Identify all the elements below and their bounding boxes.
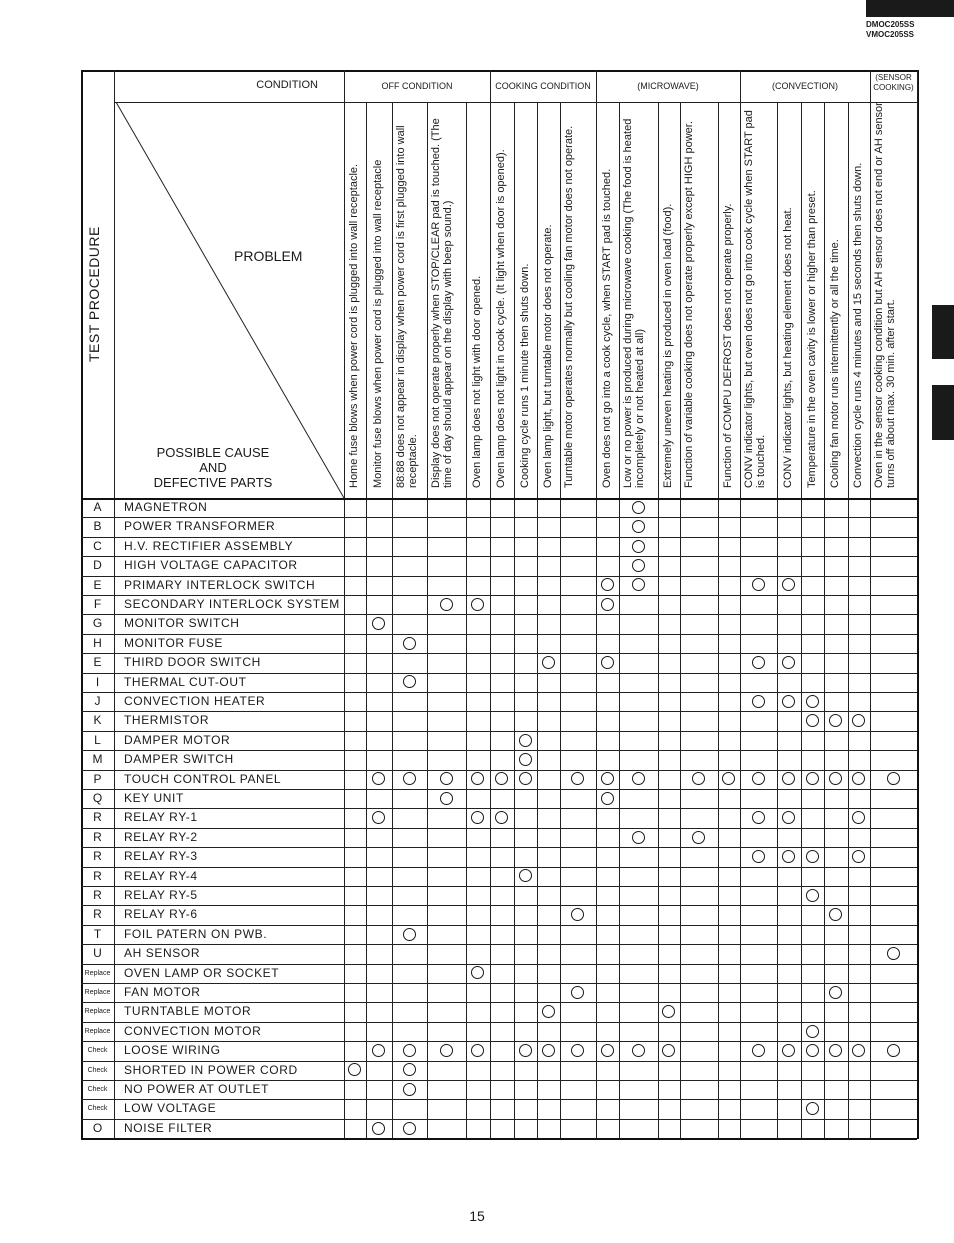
condition-group-0: OFF CONDITION bbox=[381, 81, 453, 91]
check-mark-circle bbox=[852, 772, 865, 785]
check-mark-circle bbox=[440, 1044, 453, 1057]
check-mark-circle bbox=[752, 656, 765, 669]
row-code: B bbox=[93, 519, 102, 534]
check-mark-circle bbox=[852, 1044, 865, 1057]
table-rule bbox=[81, 983, 917, 984]
row-part-name: OVEN LAMP OR SOCKET bbox=[124, 965, 280, 980]
row-part-name: DAMPER MOTOR bbox=[124, 732, 231, 747]
table-rule bbox=[917, 70, 918, 498]
row-part-name: CONVECTION HEATER bbox=[124, 694, 266, 708]
row-part-name: LOOSE WIRING bbox=[124, 1043, 221, 1058]
problem-header-3: 88:88 does not appear in display when power cord is first plugged into wall receptacle. bbox=[395, 125, 419, 488]
check-mark-circle bbox=[403, 928, 416, 941]
condition-label: CONDITION bbox=[256, 79, 318, 91]
problem-header-13: Function of variable cooking does not operate properly except HIGH power. bbox=[683, 121, 695, 488]
check-mark-circle bbox=[692, 772, 705, 785]
condition-group-2: (MICROWAVE) bbox=[637, 81, 699, 91]
row-code: Replace bbox=[84, 1027, 111, 1035]
check-mark-circle bbox=[403, 1122, 416, 1135]
row-part-name: POWER TRANSFORMER bbox=[124, 519, 276, 534]
check-mark-circle bbox=[372, 811, 385, 824]
row-part-name: NO POWER AT OUTLET bbox=[124, 1082, 270, 1096]
check-mark-circle bbox=[471, 1044, 484, 1057]
check-mark-circle bbox=[571, 772, 584, 785]
row-part-name: PRIMARY INTERLOCK SWITCH bbox=[124, 577, 316, 592]
table-rule bbox=[81, 789, 917, 790]
check-mark-circle bbox=[601, 578, 614, 591]
row-code: A bbox=[93, 500, 102, 514]
row-code: E bbox=[93, 655, 102, 670]
check-mark-circle bbox=[887, 947, 900, 960]
check-mark-circle bbox=[806, 695, 819, 708]
row-part-name: LOW VOLTAGE bbox=[124, 1101, 217, 1116]
check-mark-circle bbox=[571, 908, 584, 921]
page-number: 15 bbox=[469, 1208, 485, 1224]
row-part-name: TURNTABLE MOTOR bbox=[124, 1004, 252, 1019]
row-part-name: CONVECTION MOTOR bbox=[124, 1023, 262, 1038]
check-mark-circle bbox=[601, 1044, 614, 1057]
check-mark-circle bbox=[829, 1044, 842, 1057]
model-number-1: DMOC205SS bbox=[866, 20, 915, 29]
possible-cause-line: POSSIBLE CAUSE bbox=[156, 445, 270, 460]
check-mark-circle bbox=[752, 578, 765, 591]
row-code: Check bbox=[87, 1066, 108, 1074]
possible-cause-line: DEFECTIVE PARTS bbox=[153, 475, 273, 490]
row-code: D bbox=[93, 558, 102, 573]
row-part-name: RELAY RY-6 bbox=[124, 907, 198, 922]
check-mark-circle bbox=[495, 811, 508, 824]
row-part-name: THERMISTOR bbox=[124, 713, 210, 728]
check-mark-circle bbox=[403, 1063, 416, 1076]
row-part-name: RELAY RY-1 bbox=[124, 810, 198, 825]
row-part-name: H.V. RECTIFIER ASSEMBLY bbox=[124, 538, 294, 553]
check-mark-circle bbox=[692, 831, 705, 844]
check-mark-circle bbox=[519, 772, 532, 785]
row-code: G bbox=[92, 616, 103, 631]
check-mark-circle bbox=[519, 734, 532, 747]
problem-header-10: Oven does not go into a cook cycle, when START pad is touched. bbox=[600, 168, 613, 488]
check-mark-circle bbox=[440, 792, 453, 805]
condition-group-4: (SENSOR COOKING) bbox=[873, 73, 914, 92]
check-mark-circle bbox=[440, 772, 453, 785]
check-mark-circle bbox=[852, 811, 865, 824]
row-code: I bbox=[95, 674, 100, 689]
row-part-name: MONITOR SWITCH bbox=[124, 616, 240, 631]
row-part-name: RELAY RY-4 bbox=[124, 868, 198, 883]
row-part-name: DAMPER SWITCH bbox=[124, 752, 234, 767]
check-mark-circle bbox=[887, 772, 900, 785]
check-mark-circle bbox=[829, 714, 842, 727]
problem-header-17: Temperature in the oven cavity is lower or higher than preset. bbox=[805, 190, 818, 488]
row-part-name: HIGH VOLTAGE CAPACITOR bbox=[124, 558, 298, 573]
check-mark-circle bbox=[601, 792, 614, 805]
possible-cause-label bbox=[140, 445, 286, 490]
check-mark-circle bbox=[722, 772, 735, 785]
check-mark-circle bbox=[852, 850, 865, 863]
row-code: O bbox=[92, 1120, 103, 1135]
problem-header-16: CONV indicator lights, but heating element does not heat. bbox=[782, 207, 794, 488]
row-code: Check bbox=[87, 1105, 108, 1113]
check-mark-circle bbox=[632, 1044, 645, 1057]
table-rule bbox=[81, 886, 917, 887]
check-mark-circle bbox=[782, 656, 795, 669]
check-mark-circle bbox=[632, 540, 645, 553]
problem-header-15: CONV indicator lights, but oven does not go into cook cycle when START pad is touched. bbox=[743, 110, 767, 488]
check-mark-circle bbox=[806, 1025, 819, 1038]
table-rule bbox=[81, 828, 917, 829]
check-mark-circle bbox=[632, 772, 645, 785]
check-mark-circle bbox=[440, 598, 453, 611]
condition-group-1: COOKING CONDITION bbox=[495, 81, 591, 91]
check-mark-circle bbox=[782, 850, 795, 863]
check-mark-circle bbox=[752, 772, 765, 785]
table-rule bbox=[81, 808, 917, 809]
problem-header-4: Display does not operate properly when STOP/CLEAR pad is touched. (The time of day should appear on the display with beep sound.) bbox=[430, 118, 454, 488]
check-mark-circle bbox=[519, 753, 532, 766]
problem-header-20: Oven in the sensor cooking condition but AH sensor does not end or AH sensor turns off about max. 30 min. after start. bbox=[873, 102, 897, 488]
row-part-name: THIRD DOOR SWITCH bbox=[124, 655, 261, 670]
header-black-bar bbox=[866, 0, 954, 17]
row-code: Replace bbox=[84, 989, 111, 996]
row-code: Check bbox=[87, 1047, 108, 1055]
check-mark-circle bbox=[852, 714, 865, 727]
check-mark-circle bbox=[571, 986, 584, 999]
row-code: L bbox=[94, 732, 101, 747]
check-mark-circle bbox=[372, 617, 385, 630]
check-mark-circle bbox=[403, 1083, 416, 1096]
row-part-name: FOIL PATERN ON PWB. bbox=[124, 926, 268, 941]
row-part-name: TOUCH CONTROL PANEL bbox=[124, 771, 282, 786]
problem-header-8: Oven lamp light, but turntable motor does not operate. bbox=[541, 224, 554, 488]
check-mark-circle bbox=[403, 1044, 416, 1057]
test-procedure-label: TEST PROCEDURE bbox=[86, 226, 102, 362]
check-mark-circle bbox=[542, 656, 555, 669]
check-mark-circle bbox=[601, 598, 614, 611]
check-mark-circle bbox=[471, 966, 484, 979]
row-code: J bbox=[94, 694, 101, 708]
row-code: R bbox=[93, 810, 102, 825]
check-mark-circle bbox=[601, 772, 614, 785]
check-mark-circle bbox=[782, 578, 795, 591]
row-part-name: MONITOR FUSE bbox=[124, 635, 223, 650]
row-code: R bbox=[93, 907, 102, 922]
header-diagonal-divider bbox=[114, 102, 344, 502]
check-mark-circle bbox=[471, 772, 484, 785]
table-rule bbox=[81, 867, 917, 868]
check-mark-circle bbox=[495, 772, 508, 785]
row-part-name: SECONDARY INTERLOCK SYSTEM bbox=[124, 597, 340, 611]
check-mark-circle bbox=[519, 1044, 532, 1057]
row-part-name: AH SENSOR bbox=[124, 946, 201, 961]
check-mark-circle bbox=[829, 986, 842, 999]
table-rule bbox=[81, 905, 917, 906]
check-mark-circle bbox=[806, 1102, 819, 1115]
row-code: M bbox=[92, 752, 103, 767]
check-mark-circle bbox=[519, 869, 532, 882]
check-mark-circle bbox=[571, 1044, 584, 1057]
check-mark-circle bbox=[752, 1044, 765, 1057]
problem-header-5: Oven lamp does not light with door opened. bbox=[471, 275, 483, 488]
table-rule bbox=[81, 944, 917, 945]
check-mark-circle bbox=[829, 908, 842, 921]
check-mark-circle bbox=[887, 1044, 900, 1057]
table-rule bbox=[81, 70, 917, 72]
row-part-name: RELAY RY-2 bbox=[124, 829, 198, 844]
check-mark-circle bbox=[348, 1063, 361, 1076]
check-mark-circle bbox=[752, 811, 765, 824]
side-tab-marker bbox=[932, 385, 954, 440]
table-rule bbox=[81, 847, 917, 848]
check-mark-circle bbox=[806, 772, 819, 785]
row-code: R bbox=[93, 868, 102, 883]
check-mark-circle bbox=[471, 598, 484, 611]
check-mark-circle bbox=[806, 889, 819, 902]
check-mark-circle bbox=[403, 675, 416, 688]
row-code: T bbox=[93, 926, 102, 941]
row-code: P bbox=[93, 771, 102, 786]
row-part-name: NOISE FILTER bbox=[124, 1120, 213, 1135]
problem-header-1: Home fuse blows when power cord is plugged into wall receptacle. bbox=[348, 163, 360, 488]
row-part-name: THERMAL CUT-OUT bbox=[124, 674, 247, 689]
row-code: Replace bbox=[84, 969, 111, 977]
row-code: Replace bbox=[84, 1008, 111, 1016]
check-mark-circle bbox=[782, 695, 795, 708]
problem-header-18: Cooling fan motor runs intermittently or all the time. bbox=[829, 239, 841, 488]
check-mark-circle bbox=[372, 772, 385, 785]
problem-header-6: Oven lamp does not light in cook cycle. (It light when door is opened). bbox=[495, 149, 507, 488]
problem-header-2: Monitor fuse blows when power cord is plugged into wall receptacle bbox=[372, 159, 384, 488]
condition-group-3: (CONVECTION) bbox=[772, 81, 838, 91]
problem-header-19: Convection cycle runs 4 minutes and 15 seconds then shuts down. bbox=[852, 162, 864, 488]
row-part-name: KEY UNIT bbox=[124, 791, 184, 805]
problem-label: PROBLEM bbox=[234, 248, 303, 264]
check-mark-circle bbox=[372, 1044, 385, 1057]
check-mark-circle bbox=[632, 520, 645, 533]
row-code: R bbox=[93, 829, 102, 844]
check-mark-circle bbox=[662, 1005, 675, 1018]
row-part-name: SHORTED IN POWER CORD bbox=[124, 1062, 298, 1077]
row-part-name: MAGNETRON bbox=[124, 500, 208, 514]
row-code: E bbox=[93, 577, 102, 592]
row-code: Check bbox=[87, 1086, 108, 1093]
check-mark-circle bbox=[752, 850, 765, 863]
check-mark-circle bbox=[782, 772, 795, 785]
problem-header-7: Cooking cycle runs 1 minute then shuts down. bbox=[518, 263, 531, 488]
check-mark-circle bbox=[542, 1005, 555, 1018]
table-rule bbox=[344, 70, 345, 1138]
problem-header-9: Turntable motor operates normally but cooling fan motor does not operate. bbox=[563, 125, 575, 488]
check-mark-circle bbox=[403, 772, 416, 785]
check-mark-circle bbox=[662, 1044, 675, 1057]
row-code: C bbox=[93, 538, 102, 553]
problem-header-14: Function of COMPU DEFROST does not operate properly. bbox=[722, 203, 734, 488]
check-mark-circle bbox=[372, 1122, 385, 1135]
check-mark-circle bbox=[806, 1044, 819, 1057]
check-mark-circle bbox=[752, 695, 765, 708]
check-mark-circle bbox=[542, 1044, 555, 1057]
row-code: F bbox=[93, 597, 102, 611]
check-mark-circle bbox=[806, 714, 819, 727]
row-code: Q bbox=[92, 791, 103, 805]
possible-cause-line: AND bbox=[199, 460, 227, 475]
row-code: H bbox=[93, 635, 102, 650]
row-part-name: RELAY RY-5 bbox=[124, 888, 198, 902]
check-mark-circle bbox=[632, 578, 645, 591]
check-mark-circle bbox=[782, 811, 795, 824]
problem-header-11: Low or no power is produced during microwave cooking (The food is heated incompletely or not heated at all) bbox=[622, 118, 646, 488]
model-number-2: VMOC205SS bbox=[866, 30, 915, 39]
check-mark-circle bbox=[632, 831, 645, 844]
row-code: R bbox=[93, 888, 102, 902]
check-mark-circle bbox=[403, 637, 416, 650]
table-rule bbox=[81, 1138, 917, 1140]
row-code: U bbox=[93, 946, 102, 961]
row-code: K bbox=[93, 713, 102, 728]
check-mark-circle bbox=[632, 501, 645, 514]
side-tab-marker bbox=[932, 305, 954, 359]
check-mark-circle bbox=[601, 656, 614, 669]
check-mark-circle bbox=[829, 772, 842, 785]
check-mark-circle bbox=[632, 559, 645, 572]
row-part-name: FAN MOTOR bbox=[124, 985, 201, 999]
check-mark-circle bbox=[806, 850, 819, 863]
problem-header-12: Extremely uneven heating is produced in oven load (food). bbox=[662, 203, 674, 488]
row-code: R bbox=[93, 849, 102, 864]
check-mark-circle bbox=[782, 1044, 795, 1057]
row-part-name: RELAY RY-3 bbox=[124, 849, 198, 864]
check-mark-circle bbox=[471, 811, 484, 824]
